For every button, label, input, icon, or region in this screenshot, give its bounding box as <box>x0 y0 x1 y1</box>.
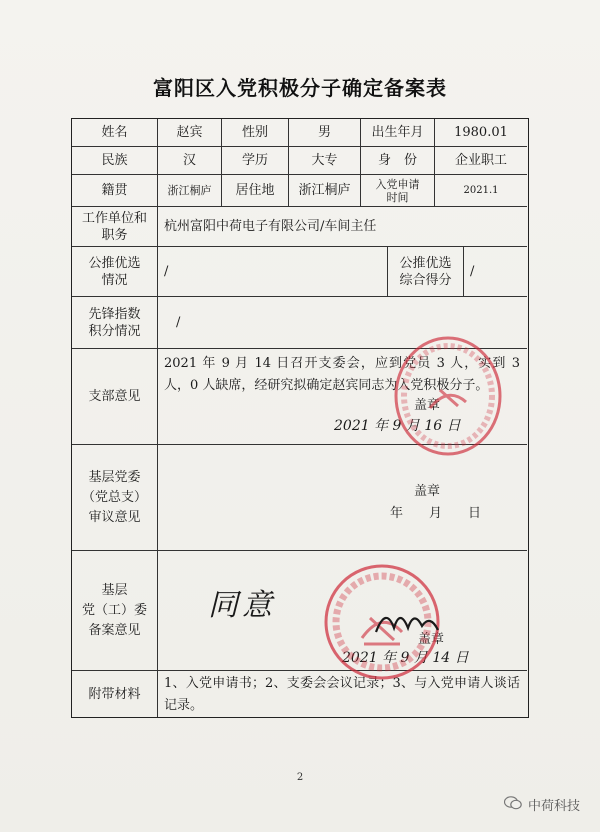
label-apply-time-line2: 时间 <box>386 190 409 204</box>
value-residence: 浙江桐庐 <box>289 175 361 207</box>
value-score: / <box>464 247 527 297</box>
value-name: 赵宾 <box>158 119 222 147</box>
label-pioneer-line2: 积分情况 <box>88 323 141 339</box>
label-record <box>72 551 158 671</box>
value-apply-time: 2021.1 <box>435 175 527 207</box>
value-ethnicity: 汉 <box>158 147 222 175</box>
value-work: 杭州富阳中荷电子有限公司/车间主任 <box>158 207 527 247</box>
label-recommend-line2: 情况 <box>101 272 128 288</box>
label-apply-time-line1: 入党申请 <box>375 177 420 191</box>
label-record-line3: 备案意见 <box>88 622 141 638</box>
label-gender: 性别 <box>222 119 289 147</box>
label-record-line1: 基层 <box>101 582 128 598</box>
label-work-line1: 工作单位和 <box>81 210 147 226</box>
branch-opinion-text: 2021 年 9 月 14 日召开支委会，应到党员 3 人，实到 3 人，0 人缺席，经研究拟确定赵宾同志为入党积极分子。 <box>164 356 520 393</box>
label-score-line2: 综合得分 <box>399 272 452 288</box>
branch-seal-label: 盖章 <box>414 398 441 413</box>
label-score-line1: 公推优选 <box>399 255 452 271</box>
page-number: 2 <box>296 772 304 783</box>
label-record-line2: 党（工）委 <box>81 602 147 618</box>
grassroots-seal-label: 盖章 <box>414 484 441 499</box>
watermark <box>504 795 580 814</box>
branch-date: 2021 年 9 月 16 日 <box>334 418 461 434</box>
handwritten-signature-icon <box>372 602 442 642</box>
label-ethnicity: 民族 <box>72 147 158 175</box>
label-apply-time <box>361 175 435 207</box>
label-grassroots-line1: 基层党委 <box>88 469 141 485</box>
label-residence: 居住地 <box>222 175 289 207</box>
label-recommend-line1: 公推优选 <box>88 255 141 271</box>
record-signature: 同意 <box>208 588 276 623</box>
label-hometown: 籍贯 <box>72 175 158 207</box>
value-birth: 1980.01 <box>435 119 527 147</box>
watermark-text: 中荷科技 <box>527 799 580 814</box>
label-score <box>388 247 464 297</box>
label-grassroots <box>72 445 158 551</box>
label-grassroots-line3: 审议意见 <box>88 509 141 525</box>
label-education: 学历 <box>222 147 289 175</box>
attachments-text: 1、入党申请书；2、支委会会议记录；3、与入党申请人谈话记录。 <box>164 676 520 713</box>
wechat-icon <box>504 796 522 814</box>
label-work-line2: 职务 <box>101 227 128 243</box>
grassroots-date: 年 月 日 <box>390 506 482 521</box>
label-identity: 身 份 <box>361 147 435 175</box>
label-pioneer-line1: 先锋指数 <box>88 306 141 322</box>
label-work <box>72 207 158 247</box>
value-identity: 企业职工 <box>435 147 527 175</box>
form-title: 富阳区入党积极分子确定备案表 <box>153 76 447 100</box>
record-seal-label: 盖章 <box>418 632 445 647</box>
label-name: 姓名 <box>72 119 158 147</box>
label-branch: 支部意见 <box>72 349 158 445</box>
value-gender: 男 <box>289 119 361 147</box>
value-pioneer: / <box>158 297 527 349</box>
label-attachments: 附带材料 <box>72 671 158 717</box>
branch-seal-stamp <box>380 320 510 470</box>
label-recommend <box>72 247 158 297</box>
value-hometown: 浙江桐庐 <box>158 175 222 207</box>
label-birth: 出生年月 <box>361 119 435 147</box>
label-pioneer <box>72 297 158 349</box>
value-recommend: / <box>158 247 388 297</box>
value-education: 大专 <box>289 147 361 175</box>
record-date: 2021 年 9 月 14 日 <box>342 650 469 666</box>
label-grassroots-line2: （党总支） <box>81 489 147 505</box>
